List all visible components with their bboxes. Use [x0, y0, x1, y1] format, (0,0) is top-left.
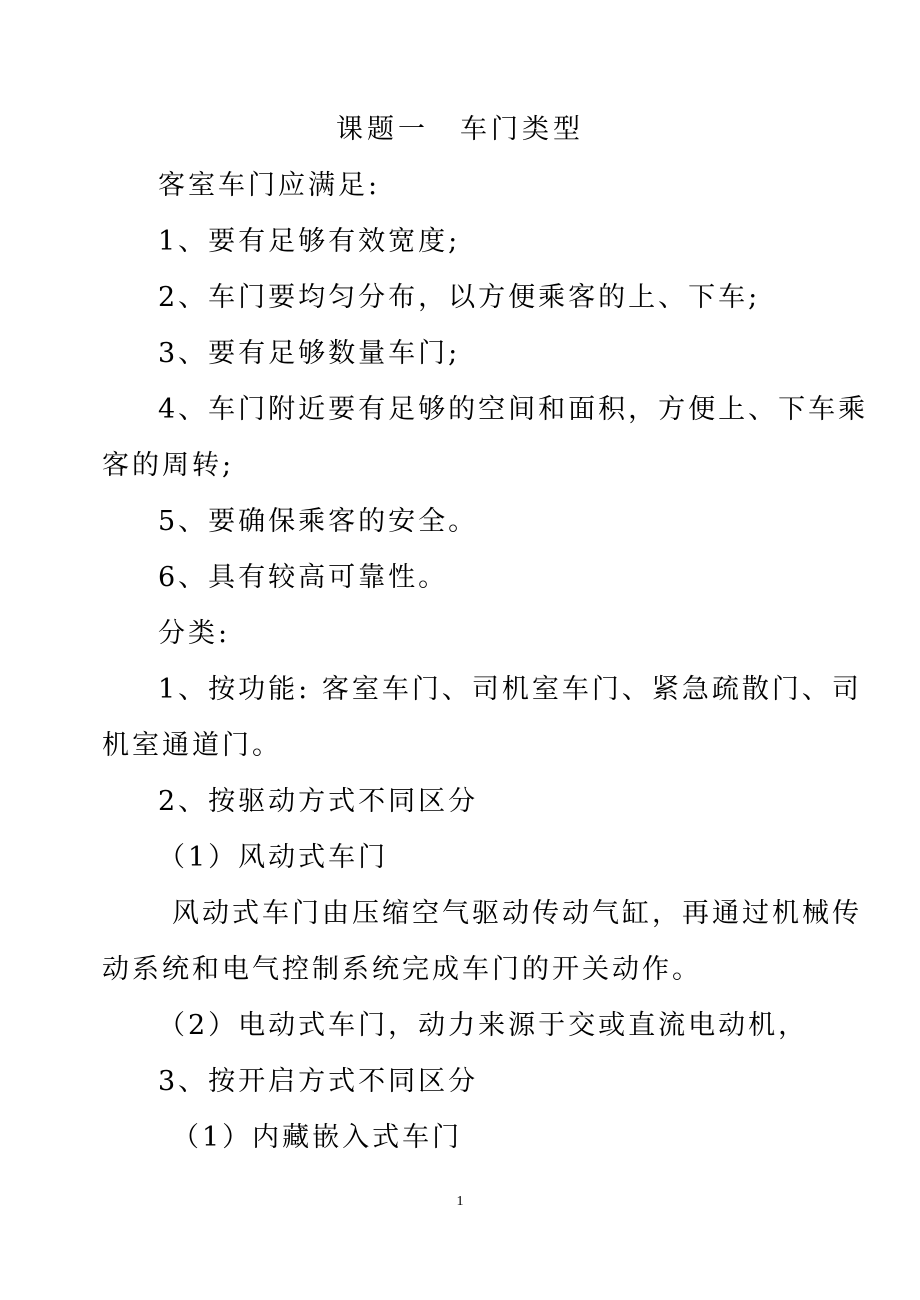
page-number: 1	[456, 1194, 464, 1209]
paragraph-line: 3、要有足够数量车门;	[158, 338, 461, 369]
paragraph-line: 风动式车门由压缩空气驱动传动气缸，再通过机械传	[172, 898, 862, 929]
paragraph-line: 2、车门要均匀分布，以方便乘客的上、下车;	[158, 282, 761, 313]
paragraph-line: 5、要确保乘客的安全。	[158, 506, 479, 537]
paragraph-line: 分类:	[158, 618, 231, 649]
paragraph-line: 机室通道门。	[102, 730, 282, 761]
paragraph-line: 1、要有足够有效宽度;	[158, 226, 461, 257]
paragraph-line: 动系统和电气控制系统完成车门的开关动作。	[102, 954, 702, 985]
paragraph-line: （1）内藏嵌入式车门	[172, 1122, 463, 1153]
paragraph-line: 2、按驱动方式不同区分	[158, 786, 479, 817]
paragraph-line: 6、具有较高可靠性。	[158, 562, 449, 593]
paragraph-line: 客的周转;	[102, 450, 235, 481]
paragraph-line: 1、按功能: 客室车门、司机室车门、紧急疏散门、司	[158, 674, 862, 705]
page-title: 课题一 车门类型	[336, 114, 584, 145]
paragraph-line: （1）风动式车门	[158, 842, 389, 873]
paragraph-line: 4、车门附近要有足够的空间和面积，方便上、下车乘	[158, 394, 869, 425]
paragraph-line: （2）电动式车门，动力来源于交或直流电动机，	[158, 1010, 809, 1041]
paragraph-line: 客室车门应满足:	[158, 170, 381, 201]
paragraph-line: 3、按开启方式不同区分	[158, 1066, 479, 1097]
